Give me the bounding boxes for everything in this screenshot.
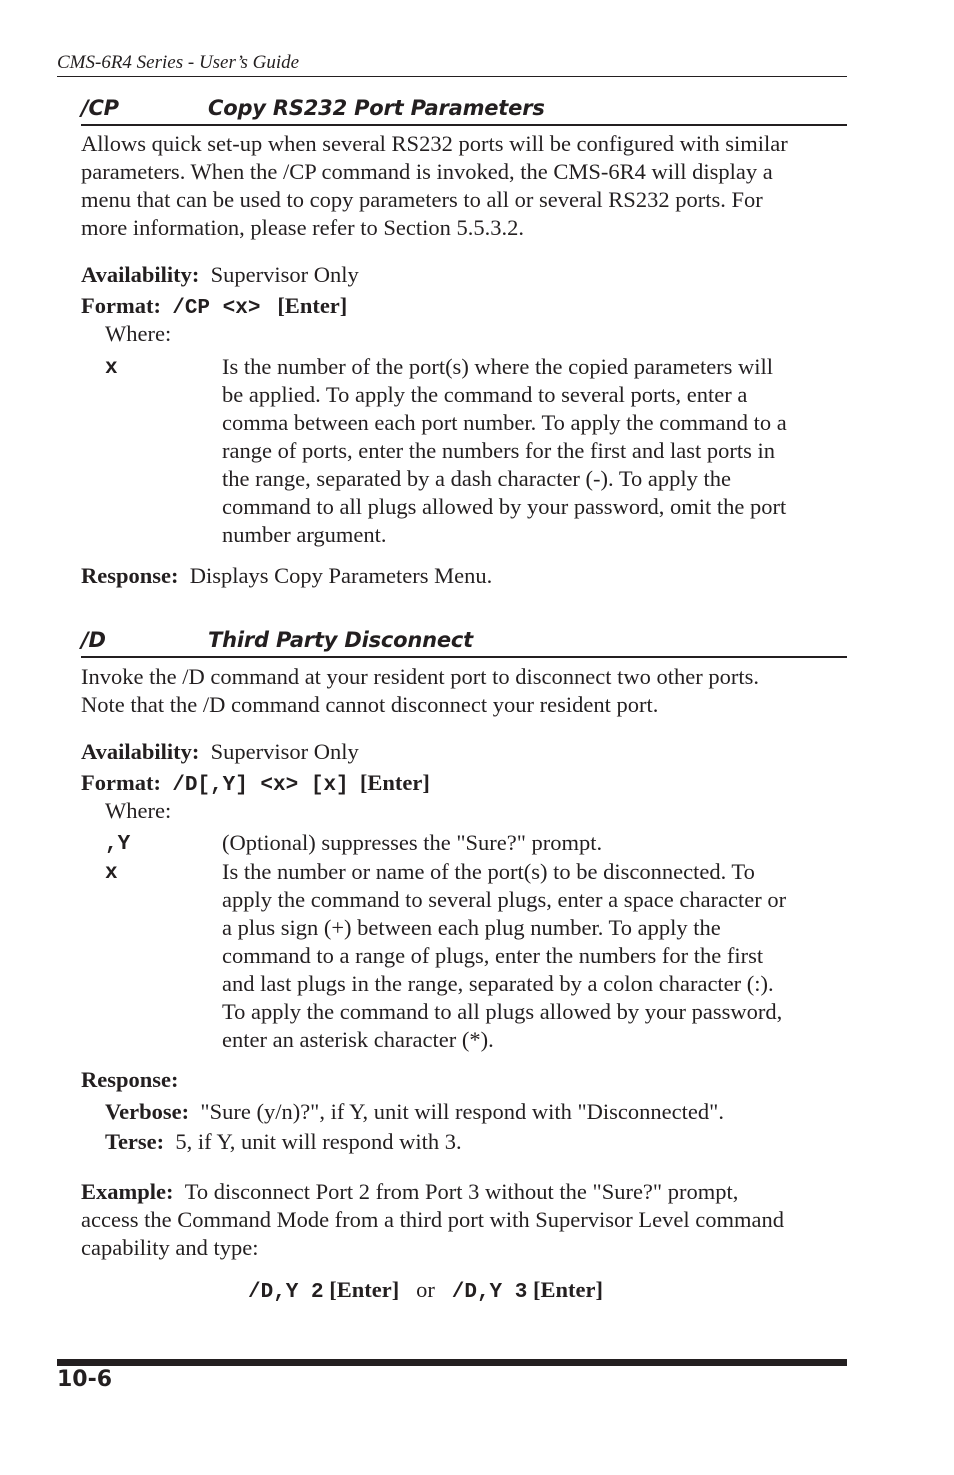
section-heading-d bbox=[81, 626, 847, 658]
format-syntax: /CP <x> bbox=[172, 297, 261, 320]
param-description bbox=[222, 858, 862, 1054]
cp-where-label: Where: bbox=[105, 321, 172, 346]
section-title: Copy RS232 Port Parameters bbox=[208, 96, 545, 120]
d-example-paragraph bbox=[81, 1178, 851, 1262]
param-description bbox=[222, 353, 862, 549]
section-command: /CP bbox=[81, 96, 119, 120]
availability-value: Supervisor Only bbox=[210, 262, 359, 287]
terse-label: Terse: bbox=[105, 1129, 165, 1154]
cp-response bbox=[81, 562, 851, 590]
description-line: (Optional) suppresses the "Sure?" prompt. bbox=[222, 830, 603, 855]
d-where-label: Where: bbox=[105, 798, 172, 823]
example-command-2: /D,Y 3 bbox=[451, 1281, 528, 1304]
example-enter-1: [Enter] bbox=[329, 1277, 400, 1302]
description-line: To apply the command to all plugs allowed by your password, bbox=[222, 999, 783, 1024]
response-label: Response: bbox=[81, 1067, 179, 1092]
description-line: a plus sign (+) between each plug number. To apply the bbox=[222, 915, 721, 940]
d-verbose-response bbox=[105, 1098, 724, 1126]
header-rule bbox=[57, 76, 847, 77]
paragraph-line: parameters. When the /CP command is invoked, the CMS-6R4 will display a bbox=[81, 159, 773, 184]
section-heading-cp bbox=[81, 94, 847, 126]
param-term: x bbox=[105, 862, 118, 885]
paragraph-line: menu that can be used to copy parameters to all or several RS232 ports. For bbox=[81, 187, 763, 212]
paragraph-line: Allows quick set-up when several RS232 ports will be configured with similar bbox=[81, 131, 788, 156]
section-title: Third Party Disconnect bbox=[208, 628, 474, 652]
paragraph-line: Invoke the /D command at your resident port to disconnect two other ports. bbox=[81, 664, 759, 689]
format-enter: [Enter] bbox=[359, 770, 430, 795]
description-line: command to all plugs allowed by your password, omit the port bbox=[222, 494, 787, 519]
description-line: Is the number or name of the port(s) to be disconnected. To bbox=[222, 859, 755, 884]
example-command-1: /D,Y 2 bbox=[248, 1281, 324, 1304]
param-term: ,Y bbox=[105, 833, 131, 856]
description-line: comma between each port number. To apply the command to a bbox=[222, 410, 787, 435]
description-line: range of ports, enter the numbers for the first and last ports in bbox=[222, 438, 775, 463]
example-or: or bbox=[416, 1277, 435, 1302]
terse-value: 5, if Y, unit will respond with 3. bbox=[175, 1129, 462, 1154]
paragraph-line bbox=[81, 1178, 851, 1206]
example-enter-2: [Enter] bbox=[532, 1277, 603, 1302]
param-description bbox=[222, 829, 862, 857]
cp-availability bbox=[81, 261, 851, 289]
verbose-value: "Sure (y/n)?", if Y, unit will respond with "Disconnected". bbox=[200, 1099, 724, 1124]
description-line: apply the command to several plugs, enter a space character or bbox=[222, 887, 787, 912]
cp-intro-paragraph bbox=[81, 130, 851, 242]
format-label: Format: bbox=[81, 770, 161, 795]
availability-value: Supervisor Only bbox=[210, 739, 359, 764]
cp-format bbox=[81, 292, 851, 323]
description-line: and last plugs in the range, separated by a colon character (:). bbox=[222, 971, 774, 996]
description-line: number argument. bbox=[222, 522, 387, 547]
format-syntax: /D[,Y] <x> [x] bbox=[172, 774, 349, 797]
response-label: Response: bbox=[81, 563, 179, 588]
response-value: Displays Copy Parameters Menu. bbox=[189, 563, 493, 588]
page-number: 10-6 bbox=[57, 1367, 113, 1392]
paragraph-line: access the Command Mode from a third port with Supervisor Level command bbox=[81, 1207, 784, 1232]
d-example-commands bbox=[248, 1276, 603, 1307]
running-header: CMS-6R4 Series - User’s Guide bbox=[57, 52, 300, 73]
description-line: the range, separated by a dash character (-). To apply the bbox=[222, 466, 732, 491]
d-availability bbox=[81, 738, 851, 766]
availability-label: Availability: bbox=[81, 262, 200, 287]
description-line: command to a range of plugs, enter the numbers for the first bbox=[222, 943, 764, 968]
description-line: be applied. To apply the command to several ports, enter a bbox=[222, 382, 748, 407]
availability-label: Availability: bbox=[81, 739, 200, 764]
format-label: Format: bbox=[81, 293, 161, 318]
description-line: enter an asterisk character (*). bbox=[222, 1027, 494, 1052]
verbose-label: Verbose: bbox=[105, 1099, 190, 1124]
footer-rule bbox=[57, 1359, 847, 1366]
paragraph-line: capability and type: bbox=[81, 1235, 259, 1260]
d-format bbox=[81, 769, 851, 800]
d-intro-paragraph bbox=[81, 663, 851, 719]
example-text: To disconnect Port 2 from Port 3 without the "Sure?" prompt, bbox=[184, 1179, 739, 1204]
d-response-label bbox=[81, 1066, 851, 1094]
format-enter: [Enter] bbox=[277, 293, 348, 318]
description-line: Is the number of the port(s) where the copied parameters will bbox=[222, 354, 774, 379]
d-terse-response bbox=[105, 1128, 462, 1156]
param-term: x bbox=[105, 357, 118, 380]
paragraph-line: more information, please refer to Section 5.5.3.2. bbox=[81, 215, 524, 240]
paragraph-line: Note that the /D command cannot disconnect your resident port. bbox=[81, 692, 659, 717]
example-label: Example: bbox=[81, 1179, 174, 1204]
section-command: /D bbox=[81, 628, 106, 652]
